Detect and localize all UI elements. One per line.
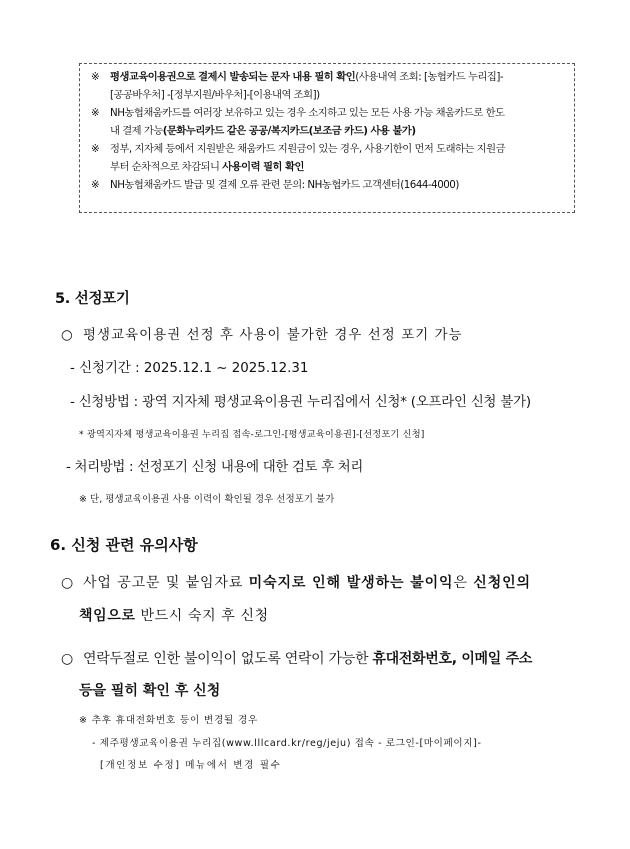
contact-change-note: ※ 추후 휴대전화번호 등이 변경될 경우 (79, 715, 259, 726)
bullet-mark: ○ (61, 575, 75, 591)
notice-item (88, 104, 566, 140)
notice-text: 부터 순차적으로 차감되니 (110, 161, 223, 173)
application-method-note: * 광역지자체 평생교육이용권 누리집 접속-로그인-[평생교육이용권]-[선정포기 신청] (79, 429, 425, 440)
application-period: - 신청기간 : 2025.12.1 ~ 2025.12.31 (70, 361, 309, 376)
notice-item (88, 68, 566, 104)
section-6-heading: 6. 신청 관련 유의사항 (50, 536, 198, 554)
section-6-item-2 (61, 648, 532, 668)
section-6-item-2-cont: 등을 필히 확인 후 신청 (79, 683, 221, 699)
notice-text: 내 결제 가능 (110, 125, 163, 137)
reference-mark: ※ (91, 143, 100, 155)
contact-change-instruction: - 제주평생교육이용권 누리집(www.lllcard.kr/reg/jeju) 접속 - 로그인-[마이페이지]- (92, 738, 482, 749)
notice-text: 정부, 지자체 등에서 지원받은 채움카드 지원금이 있는 경우, 사용기한이 먼저 도래하는 지원금 (110, 143, 506, 155)
section-6-item-1-cont (79, 605, 269, 625)
reference-mark: ※ (91, 179, 100, 191)
application-method: - 신청방법 : 광역 지자체 평생교육이용권 누리집에서 신청* (오프라인 신청 불가) (70, 395, 531, 410)
notice-item (88, 140, 566, 176)
notice-text: (사용내역 조회: [농협카드 누리집]- (355, 71, 504, 83)
notice-text: NH농협채움카드 발급 및 결제 오류 관련 문의: NH농협카드 고객센터(1644-4000) (110, 179, 459, 191)
section-6-item-1 (61, 572, 531, 592)
item-text: 사업 공고문 및 붙임자료 (83, 575, 249, 591)
section-5-heading: 5. 선정포기 (55, 291, 130, 307)
item-text: 반드시 숙지 후 신청 (135, 608, 269, 624)
bullet-mark: ○ (61, 651, 73, 667)
item-bold-text: 신청인의 (473, 575, 531, 591)
notice-text: NH농협채움카드를 여러장 보유하고 있는 경우 소지하고 있는 모든 사용 가능 채움카드로 한도 (110, 107, 505, 119)
item-text: 연락두절로 인한 불이익이 없도록 연락이 가능한 (83, 651, 373, 667)
item-bold-text: 휴대전화번호, 이메일 주소 (372, 651, 533, 667)
processing-method-note: ※ 단, 평생교육이용권 사용 이력이 확인될 경우 선정포기 불가 (79, 494, 335, 505)
notice-bold-text: 사용이력 필히 확인 (222, 161, 304, 173)
notice-bold-text: 평생교육이용권으로 결제시 발송되는 문자 내용 필히 확인 (110, 71, 356, 83)
processing-method: - 처리방법 : 선정포기 신청 내용에 대한 검토 후 처리 (66, 460, 364, 475)
item-text: 은 (453, 575, 474, 591)
section-5-bullet (61, 324, 463, 343)
notice-bold-text: (문화누리카드 같은 공공/복지카드(보조금 카드) 사용 불가) (162, 125, 416, 137)
bullet-mark: ○ (61, 328, 74, 343)
item-bold-text: 미숙지로 인해 발생하는 불이익 (248, 575, 454, 591)
reference-mark: ※ (91, 71, 100, 83)
notice-item (88, 176, 566, 194)
bullet-text: 평생교육이용권 선정 후 사용이 불가한 경우 선정 포기 가능 (83, 328, 463, 343)
item-bold-text: 책임으로 (79, 608, 136, 624)
contact-change-instruction-cont: [개인정보 수정] 메뉴에서 변경 필수 (100, 760, 282, 771)
reference-mark: ※ (91, 107, 100, 119)
notice-box (79, 63, 575, 213)
notice-text: [공공바우처] -[정부지원/바우처]-[이용내역 조회]) (110, 89, 320, 101)
